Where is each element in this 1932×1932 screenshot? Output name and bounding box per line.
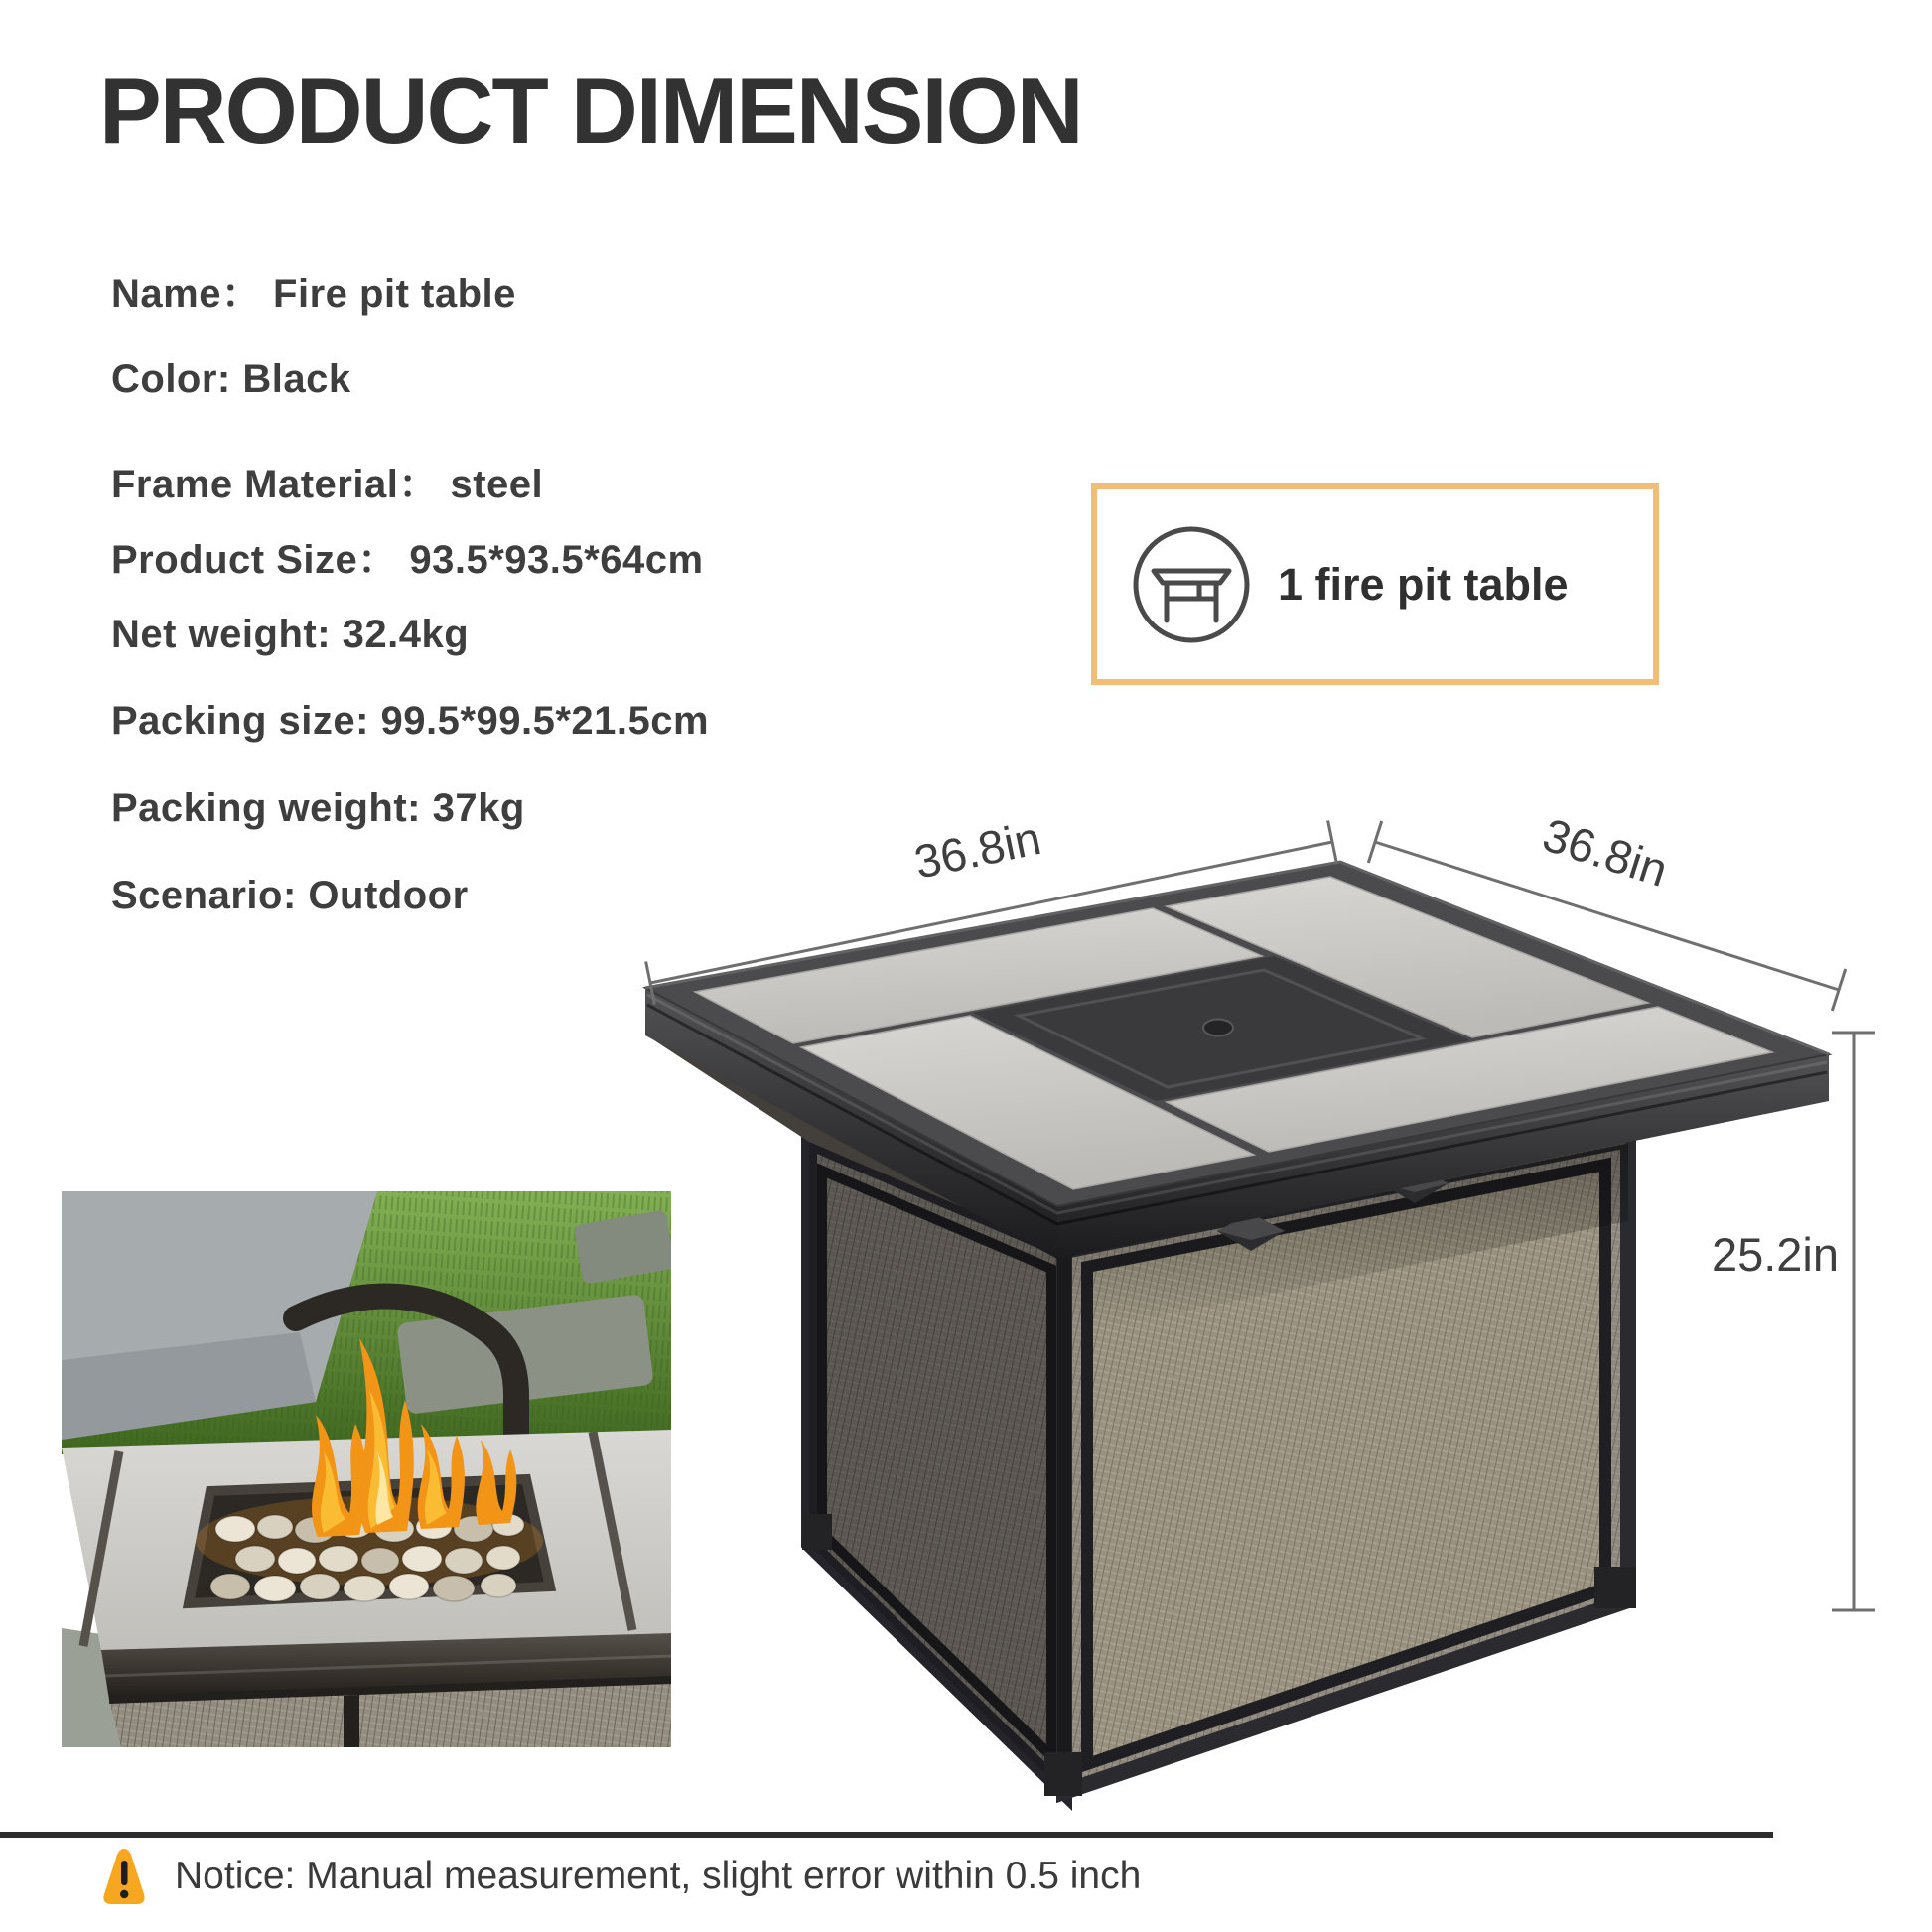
burner-hole (1203, 1020, 1233, 1036)
spec-frame-material: Frame Material： steel (111, 463, 544, 506)
dimension-label-width-right: 36.8in (1536, 807, 1675, 897)
spec-scenario: Scenario: Outdoor (111, 874, 469, 917)
spec-color: Color: Black (111, 357, 351, 401)
dimension-label-height: 25.2in (1711, 1228, 1839, 1281)
spec-packing-size: Packing size: 99.5*99.5*21.5cm (111, 699, 710, 743)
notice-row (101, 1843, 1141, 1910)
table-glyph (1154, 571, 1229, 621)
fire-pit-table-icon (1131, 524, 1252, 645)
lifestyle-photo (62, 1191, 671, 1747)
notice-text: Notice: Manual measurement, slight error within 0.5 inch (175, 1855, 1142, 1897)
spec-product-size: Product Size： 93.5*93.5*64cm (111, 538, 704, 582)
right-leg-foot (1594, 1567, 1636, 1608)
table-base (802, 1140, 1636, 1796)
package-quantity-label: 1 fire pit table (1278, 558, 1569, 610)
spec-packing-weight: Packing weight: 37kg (111, 786, 525, 830)
front-leg-foot (1044, 1752, 1082, 1796)
photo-base-frame-post (344, 1695, 359, 1747)
dimension-label-width-left: 36.8in (909, 810, 1045, 889)
package-contents-box (1091, 483, 1659, 685)
footer-divider (0, 1832, 1773, 1838)
warning-icon (101, 1846, 147, 1907)
page-title: PRODUCT DIMENSION (99, 59, 1082, 163)
dimension-height (1832, 1033, 1875, 1610)
spec-net-weight: Net weight: 32.4kg (111, 613, 470, 656)
product-illustration (556, 755, 1926, 1847)
spec-name: Name： Fire pit table (111, 272, 516, 316)
left-leg-foot (802, 1514, 832, 1550)
